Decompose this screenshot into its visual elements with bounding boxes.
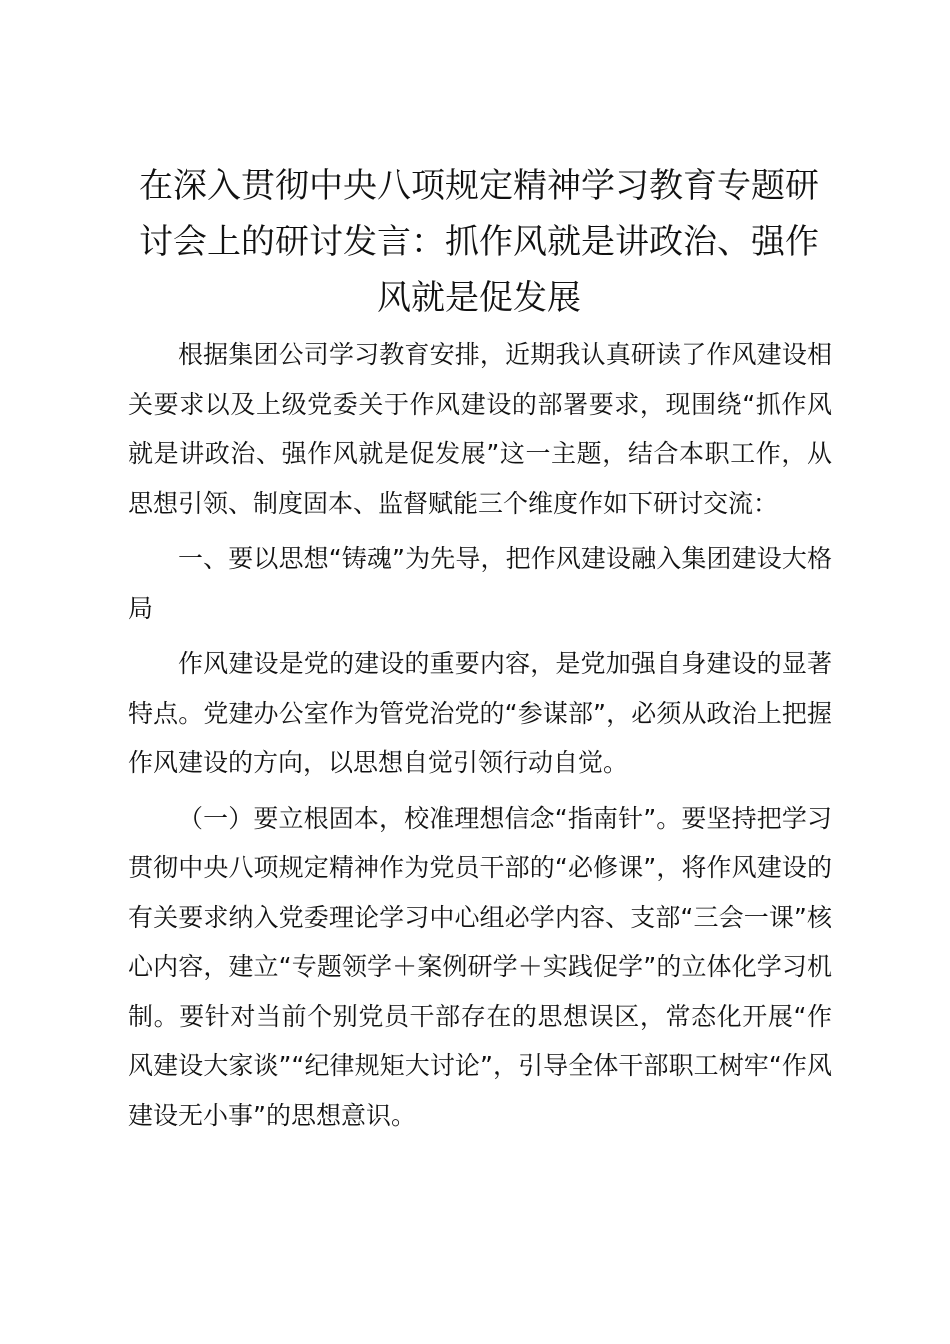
section-1-paragraph: 作风建设是党的建设的重要内容，是党加强自身建设的显著特点。党建办公室作为管党治党的“参谋部”，必须从政治上把握作风建设的方向，以思想自觉引领行动自觉。	[128, 649, 832, 777]
section-heading-1: 一、要以思想“铸魂”为先导，把作风建设融入集团建设大格局	[128, 544, 832, 623]
document-body	[128, 330, 832, 1146]
intro-paragraph: 根据集团公司学习教育安排，近期我认真研读了作风建设相关要求以及上级党委关于作风建设的部署要求，现围绕“抓作风就是讲政治、强作风就是促发展”这一主题，结合本职工作，从思想引领、制度固本、监督赋能三个维度作如下研讨交流：	[128, 340, 832, 518]
document-title: 在深入贯彻中央八项规定精神学习教育专题研讨会上的研讨发言：抓作风就是讲政治、强作风就是促发展	[139, 166, 819, 318]
subsection-1-paragraph: （一）要立根固本，校准理想信念“指南针”。要坚持把学习贯彻中央八项规定精神作为党员干部的“必修课”，将作风建设的有关要求纳入党委理论学习中心组必学内容、支部“三会一课”核心内容，建立“专题领学＋案例研学＋实践促学”的立体化学习机制。要针对当前个别党员干部存在的思想误区，常态化开展“作风建设大家谈”“纪律规矩大讨论”，引导全体干部职工树牢“作风建设无小事”的思想意识。	[128, 803, 832, 1130]
